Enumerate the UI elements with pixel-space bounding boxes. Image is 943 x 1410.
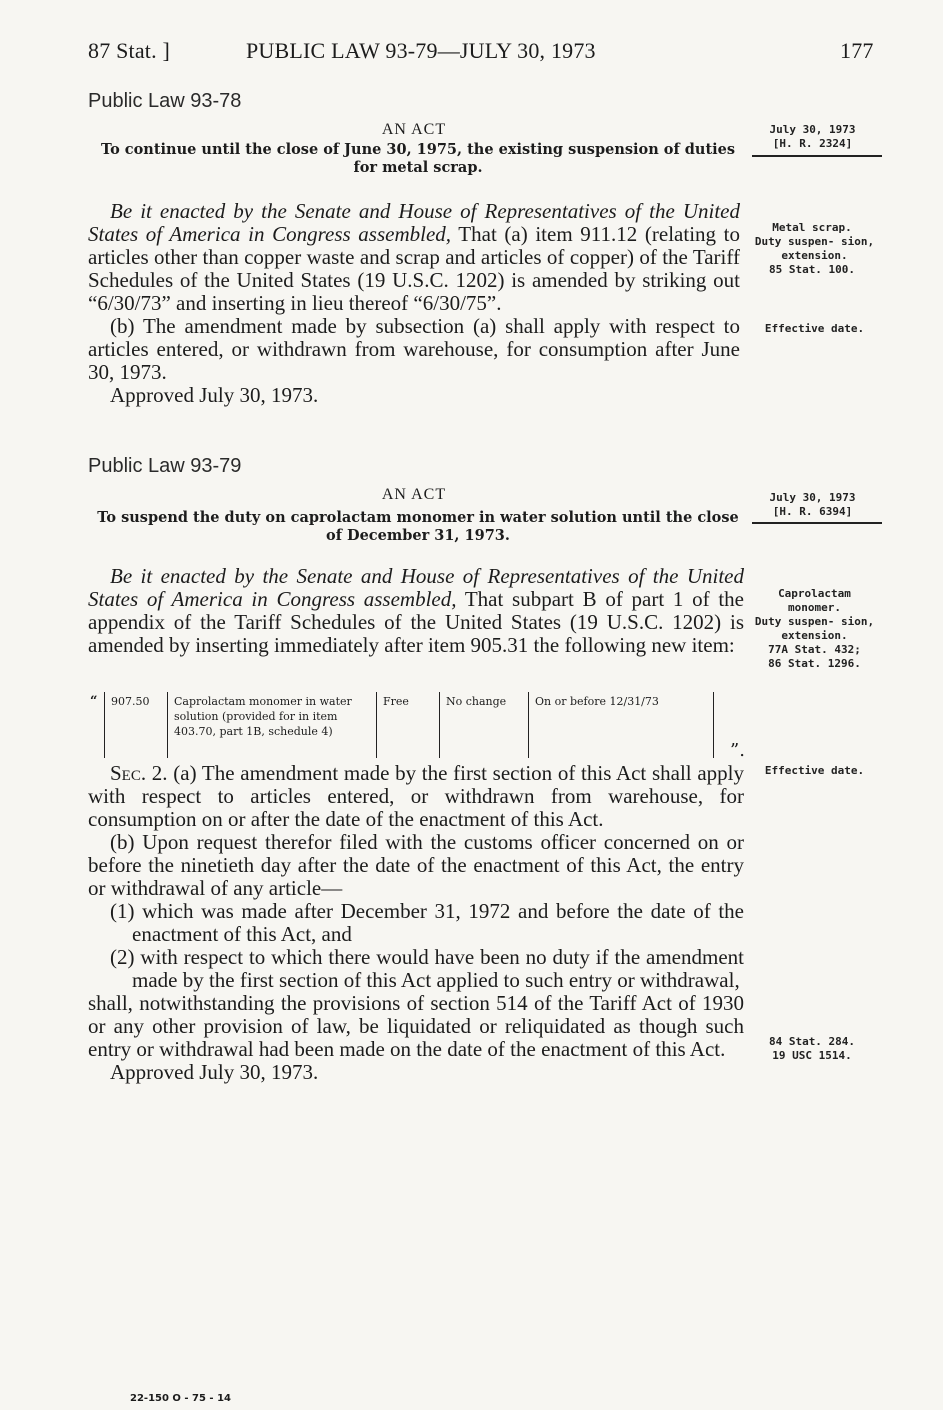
law1-rule bbox=[752, 155, 882, 157]
law2-sec2 bbox=[88, 762, 744, 1084]
law2-rule bbox=[752, 522, 882, 524]
law1-para-b: (b) The amendment made by subsection (a) shall apply with respect to articles entered, or withdrawn from warehouse, for consumption after June 30, 1973. bbox=[88, 314, 740, 384]
law1-approved: Approved July 30, 1973. bbox=[110, 383, 319, 407]
law2-date: July 30, 1973 bbox=[769, 491, 856, 504]
sec2-a: (a) The amendment made by the first section of this Act shall apply with respect to articles entered, or withdrawn from warehouse, for consumption on or after the date of the enactment of this Act. bbox=[88, 761, 744, 831]
law2-para-1: That subpart B of part 1 of the appendix of the Tariff Schedules of the United States (19 U.S.C. 1202) is amended by inserting immediately after item 905.31 the following new item: bbox=[88, 587, 744, 657]
sec2-end: shall, notwithstanding the provisions of section 514 of the Tariff Act of 1930 or any other provision of law, be liquidated or reliquidated as though such entry or withdrawal had been made on the date of the enactment of this Act. bbox=[88, 991, 744, 1061]
margin-caprolactam: Caprolactam monomer. bbox=[778, 587, 851, 614]
print-code: 22-150 O - 75 - 14 bbox=[130, 1393, 231, 1404]
clause-2: (2) with respect to which there would have been no duty if the amendment made by the first section of this Act applied to such entry or withdrawal, bbox=[110, 945, 744, 992]
margin-stat-84: 84 Stat. 284. bbox=[768, 1035, 856, 1048]
tariff-item-table bbox=[104, 692, 714, 758]
law2-body bbox=[88, 565, 744, 657]
margin-duty-1: Duty suspen- sion, extension. bbox=[754, 235, 875, 262]
law1-enacting-clause: Be it enacted by the Senate and House of Representatives of the United States of America in Congress assembled, bbox=[88, 199, 740, 246]
margin-usc: 19 USC 1514. bbox=[772, 1049, 852, 1062]
margin-duty-2: Duty suspen- sion, extension. bbox=[754, 615, 875, 642]
item-number: 907.50 bbox=[105, 692, 168, 758]
law1-caption: AN ACT bbox=[381, 121, 447, 138]
law2-enacting-clause: Be it enacted by the Senate and House of Representatives of the United States of America in Congress assembled, bbox=[88, 564, 744, 611]
margin-effective-1: Effective date. bbox=[764, 322, 865, 335]
law2-caption: AN ACT bbox=[381, 486, 447, 503]
table-row bbox=[105, 692, 714, 758]
law2-bill: [H. R. 6394] bbox=[772, 505, 853, 518]
clause-1: (1) which was made after December 31, 1972 and before the date of the enactment of this Act, and bbox=[110, 899, 744, 946]
sec2-label: Sec. 2. bbox=[110, 761, 168, 785]
law1-para-a: That (a) item 911.12 (relating to articles other than copper waste and scrap and articles of copper) of the Tariff Schedules of the United States (19 U.S.C. 1202) is amended by striking out “6/30/73” and inserting in lieu thereof “6/30/75”. bbox=[88, 222, 740, 315]
law1-bill: [H. R. 2324] bbox=[772, 137, 853, 150]
law1-purpose: To continue until the close of June 30, 1975, the existing suspension of duties for metal scrap. bbox=[100, 141, 736, 176]
margin-stat-85: 85 Stat. 100. bbox=[768, 263, 856, 276]
law2-approved: Approved July 30, 1973. bbox=[110, 1060, 319, 1084]
margin-metal-scrap: Metal scrap. bbox=[772, 221, 852, 234]
item-rate: Free bbox=[377, 692, 440, 758]
law2-purpose: To suspend the duty on caprolactam monomer in water solution until the close of December 31, 1973. bbox=[97, 509, 739, 544]
law2-title: Public Law 93-79 bbox=[88, 455, 242, 477]
margin-stat-77a: 77A Stat. 432; bbox=[768, 643, 861, 656]
law1-date: July 30, 1973 bbox=[769, 123, 856, 136]
table-close-quote: ”. bbox=[730, 740, 745, 761]
sec2-b: (b) Upon request therefor filed with the customs officer concerned on or before the ninetieth day after the date of the enactment of this Act, the entry or withdrawal of any article— bbox=[88, 830, 744, 900]
margin-stat-86: 86 Stat. 1296. bbox=[768, 657, 861, 670]
margin-effective-2: Effective date. bbox=[764, 764, 865, 777]
table-open-quote: “ bbox=[90, 694, 98, 709]
item-change: No change bbox=[440, 692, 529, 758]
item-description: Caprolactam monomer in water solution (provided for in item 403.70, part 1B, schedule 4) bbox=[168, 692, 377, 758]
item-period: On or before 12/31/73 bbox=[529, 692, 714, 758]
running-title: PUBLIC LAW 93-79—JULY 30, 1973 bbox=[246, 38, 596, 63]
volume-ref: 87 Stat. ] bbox=[88, 38, 171, 63]
page-number: 177 bbox=[840, 38, 874, 63]
law1-body bbox=[88, 200, 740, 407]
law1-title: Public Law 93-78 bbox=[88, 90, 242, 112]
